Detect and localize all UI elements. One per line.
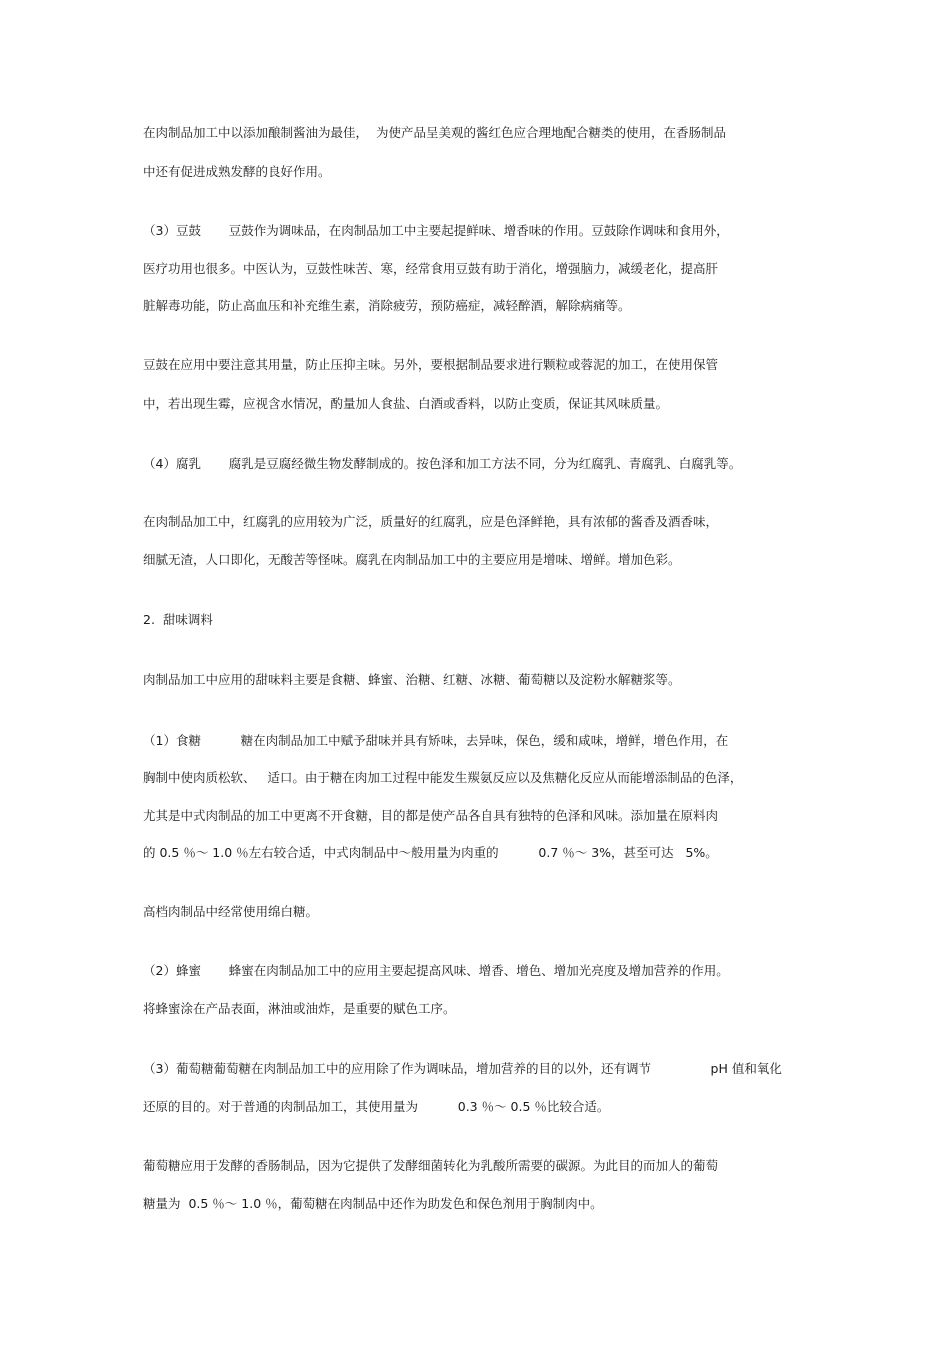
text-line: 的 0.5 ％～ 1.0 ％左右较合适，中式肉制品中～般用量为肉重的 0.7 ％～ 3%，甚至可达 5%。 xyxy=(143,845,718,860)
text-line: （3）豆鼓 豆鼓作为调味品，在肉制品加工中主要起提鲜味、增香味的作用。豆鼓除作调味和食用外， xyxy=(143,223,729,238)
text-line: 糖量为 0.5 ％～ 1.0 ％，葡萄糖在肉制品中还作为助发色和保色剂用于胸制肉中。 xyxy=(143,1196,603,1211)
text-line: 肉制品加工中应用的甜味料主要是食糖、蜂蜜、治糖、红糖、冰糖、葡萄糖以及淀粉水解糖浆等。 xyxy=(143,672,681,687)
text-line: （4）腐乳 腐乳是豆腐经微生物发酵制成的。按色泽和加工方法不同，分为红腐乳、青腐乳、白腐乳等。 xyxy=(143,456,742,471)
text-line: （2）蜂蜜 蜂蜜在肉制品加工中的应用主要起提高风味、增香、增色、增加光亮度及增加营养的作用。 xyxy=(143,963,729,978)
text-line: 中，若出现生霉，应视含水情况，酌量加人食盐、白酒或香料，以防止变质，保证其风味质量。 xyxy=(143,396,669,411)
text-line: 脏解毒功能，防止高血压和补充维生素，消除疲劳，预防癌症，减轻醉酒，解除病痛等。 xyxy=(143,298,631,313)
text-line: 尤其是中式肉制品的加工中更离不开食糖，目的都是使产品各自具有独特的色泽和风味。添加量在原料肉 xyxy=(143,808,719,823)
text-line: 在肉制品加工中以添加酿制酱油为最佳， 为使产品呈美观的酱红色应合理地配合糖类的使用，在香肠制品 xyxy=(143,125,726,140)
text-line: 还原的目的。对于普通的肉制品加工，其使用量为 0.3 ％～ 0.5 ％比较合适。 xyxy=(143,1099,610,1114)
text-line: 医疗功用也很多。中医认为，豆鼓性味苦、寒，经常食用豆鼓有助于消化，增强脑力，减缓老化，提高肝 xyxy=(143,261,719,276)
text-line: 胸制中使肉质松软、 适口。由于糖在肉加工过程中能发生羰氨反应以及焦糖化反应从而能增添制品的色泽， xyxy=(143,770,743,785)
text-line: 在肉制品加工中，红腐乳的应用较为广泛，质量好的红腐乳，应是色泽鲜艳，具有浓郁的酱香及酒香味， xyxy=(143,514,719,529)
text-line: 葡萄糖应用于发酵的香肠制品，因为它提供了发酵细菌转化为乳酸所需要的碳源。为此目的而加人的葡萄 xyxy=(143,1158,719,1173)
text-line: （3）葡萄糖葡萄糖在肉制品加工中的应用除了作为调味品，增加营养的目的以外，还有调节 pH 值和氧化 xyxy=(143,1061,782,1076)
text-line: 高档肉制品中经常使用绵白糖。 xyxy=(143,904,319,919)
section-heading: 2. 甜味调料 xyxy=(143,612,213,627)
text-line: 细腻无渣，人口即化，无酸苦等怪味。腐乳在肉制品加工中的主要应用是增味、增鲜。增加色彩。 xyxy=(143,552,681,567)
text-line: （1）食糖 糖在肉制品加工中赋予甜味并具有矫味，去异味，保色，缓和咸味，增鲜，增色作用，在 xyxy=(143,733,729,748)
text-line: 豆鼓在应用中要注意其用量，防止压抑主味。另外，要根据制品要求进行颗粒或蓉泥的加工，在使用保管 xyxy=(143,357,719,372)
text-line: 将蜂蜜涂在产品表面，淋油或油炸，是重要的赋色工序。 xyxy=(143,1001,456,1016)
text-line: 中还有促进成熟发酵的良好作用。 xyxy=(143,164,331,179)
